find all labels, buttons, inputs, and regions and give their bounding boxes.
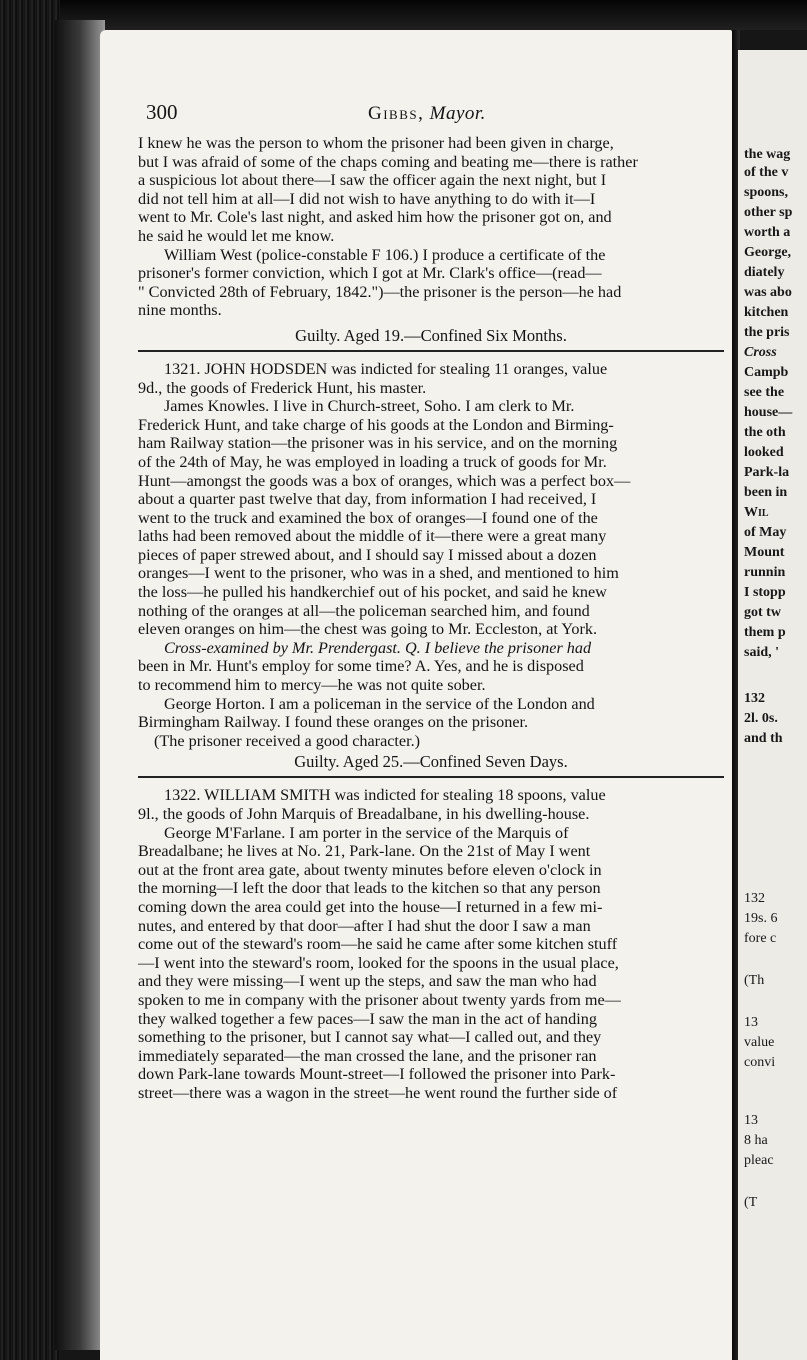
book-gutter (55, 20, 105, 1350)
text-line: spoken to me in company with the prisoner about twenty yards from me— (138, 990, 621, 1009)
case-1321-heading (138, 360, 724, 397)
west-testimony (138, 246, 724, 320)
text-line: oranges—I went to the prisoner, who was in a shed, and mentioned to him (138, 564, 619, 583)
facing-fragment: the wag (744, 147, 791, 162)
facing-fragment: 132 (744, 891, 765, 906)
text-line: James Knowles. I live in Church-street, Soho. I am clerk to Mr. (164, 397, 575, 416)
facing-fragment: house— (744, 405, 793, 420)
page-number: 300 (146, 100, 178, 124)
section-divider (138, 350, 724, 352)
facing-fragment: fore c (744, 931, 777, 946)
facing-fragment: was abo (744, 285, 792, 300)
facing-fragment: them p (744, 625, 786, 640)
verdict-hodsden: Guilty. Aged 25.—Confined Seven Days. (294, 752, 568, 772)
facing-fragment: spoons, (744, 185, 788, 200)
text-line: eleven oranges on him—the chest was going to Mr. Eccleston, at York. (138, 620, 598, 639)
facing-fragment: 19s. 6 (744, 911, 778, 926)
facing-fragment: and th (744, 731, 783, 746)
text-line: about a quarter past twelve that day, from information I had received, I (138, 490, 597, 509)
facing-fragment: of the v (744, 165, 789, 180)
facing-fragment: Wil (744, 505, 769, 520)
facing-fragment: worth a (744, 225, 791, 240)
text-line: he said he would let me know. (138, 226, 335, 245)
text-line: 9d., the goods of Frederick Hunt, his master. (138, 378, 427, 397)
facing-fragment: the oth (744, 425, 786, 440)
text-line: 1321. JOHN HODSDEN was indicted for stealing 11 oranges, value (164, 359, 608, 378)
facing-fragment: 132 (744, 691, 765, 706)
mcfarlane-testimony (138, 824, 724, 1103)
opening-testimony (138, 134, 724, 246)
facing-page (738, 50, 807, 1360)
text-line: street—there was a wagon in the street—he went round the further side of (138, 1083, 618, 1102)
facing-fragment: the pris (744, 325, 790, 340)
text-line: a suspicious lot about there—I saw the officer again the next night, but I (138, 171, 607, 190)
facing-fragment: (Th (744, 973, 765, 988)
text-line: Frederick Hunt, and take charge of his goods at the London and Birming- (138, 415, 614, 434)
section-divider (138, 776, 724, 778)
text-line: out at the front area gate, about twenty minutes before eleven o'clock in (138, 860, 602, 879)
text-line: Cross-examined by Mr. Prendergast. Q. I believe the prisoner had (164, 638, 592, 657)
horton-testimony (138, 695, 724, 732)
text-line: laths had been removed about the middle of it—there were a great many (138, 527, 607, 546)
facing-fragment: kitchen (744, 305, 789, 320)
text-line: —I went into the steward's room, looked for the spoons in the usual place, (138, 953, 619, 972)
book-spine (0, 0, 60, 1360)
facing-fragment: got tw (744, 605, 781, 620)
text-line: nine months. (138, 301, 222, 320)
facing-fragment: Cross (744, 345, 777, 360)
text-line: George M'Farlane. I am porter in the service of the Marquis of (164, 823, 569, 842)
knowles-testimony (138, 397, 724, 639)
facing-fragment: see the (744, 385, 785, 400)
facing-fragment: pleac (744, 1153, 774, 1168)
facing-fragment: of May (744, 525, 787, 540)
text-line: and they were missing—I went up the steps, and saw the man who had (138, 972, 597, 991)
text-line: to recommend him to mercy—he was not quite sober. (138, 676, 486, 695)
verdict-west: Guilty. Aged 19.—Confined Six Months. (295, 325, 567, 345)
text-line: Hunt—amongst the goods was a box of oranges, which was a perfect box— (138, 471, 631, 490)
text-line: pieces of paper strewed about, and I should say I missed about a dozen (138, 545, 597, 564)
text-line: of the 24th of May, he was employed in loading a truck of goods for Mr. (138, 452, 607, 471)
text-line: come out of the steward's room—he said he came after some kitchen stuff (138, 935, 618, 954)
text-line: coming down the area could get into the house—I returned in a few mi- (138, 897, 603, 916)
text-line: down Park-lane towards Mount-street—I followed the prisoner into Park- (138, 1065, 616, 1084)
text-line: ham Railway station—the prisoner was in his service, and on the morning (138, 434, 618, 453)
facing-fragment: (T (744, 1195, 758, 1210)
text-line: they walked together a few paces—I saw the man in the act of handing (138, 1009, 597, 1028)
text-line: Breadalbane; he lives at No. 21, Park-lane. On the 21st of May I went (138, 842, 591, 861)
text-line: been in Mr. Hunt's employ for some time? A. Yes, and he is disposed (138, 657, 584, 676)
text-line: did not tell him at all—I did not wish to have anything to do with it—I (138, 189, 596, 208)
page-content (138, 100, 724, 1103)
text-line: (The prisoner received a good character.) (154, 731, 421, 750)
facing-fragment: Mount (744, 545, 785, 560)
text-line: 9l., the goods of John Marquis of Breadalbane, in his dwelling-house. (138, 805, 590, 823)
facing-fragment: Park-la (744, 465, 790, 480)
text-line: went to Mr. Cole's last night, and asked him how the prisoner got on, and (138, 208, 612, 227)
facing-fragment: I stopp (744, 585, 786, 600)
text-line: immediately separated—the man crossed the lane, and the prisoner ran (138, 1046, 597, 1065)
facing-fragment: 13 (744, 1113, 758, 1128)
scan-top-edge (0, 0, 807, 30)
text-line: but I was afraid of some of the chaps coming and beating me—there is rather (138, 152, 638, 171)
text-line: 1322. WILLIAM SMITH was indicted for stealing 18 spoons, value (164, 786, 606, 805)
running-head-title: Mayor. (429, 103, 486, 124)
text-line: something to the prisoner, but I cannot say what—I called out, and they (138, 1028, 602, 1047)
facing-fragment: convi (744, 1055, 776, 1070)
facing-fragment: 13 (744, 1015, 758, 1030)
text-line: prisoner's former conviction, which I got at Mr. Clark's office—(read— (138, 264, 602, 283)
text-line: the loss—he pulled his handkerchief out of his pocket, and said he knew (138, 583, 607, 602)
facing-fragment: looked (744, 445, 784, 460)
page-header (138, 100, 724, 134)
text-line: I knew he was the person to whom the prisoner had been given in charge, (138, 134, 614, 152)
facing-fragment: George, (744, 245, 792, 260)
text-line: the morning—I left the door that leads to the kitchen so that any person (138, 879, 601, 898)
character-note (138, 732, 724, 751)
facing-fragment: been in (744, 485, 788, 500)
text-line: nutes, and entered by that door—after I had shut the door I saw a man (138, 916, 591, 935)
facing-fragment: value (744, 1035, 775, 1050)
cross-examination (138, 639, 724, 695)
text-line: George Horton. I am a policeman in the service of the London and (164, 694, 595, 713)
facing-fragment: said, ' (744, 645, 780, 660)
running-head-name: Gibbs, (368, 103, 425, 124)
text-line: William West (police-constable F 106.) I produce a certificate of the (164, 245, 606, 264)
text-line: " Convicted 28th of February, 1842.")—the prisoner is the person—he had (138, 282, 622, 301)
facing-fragment: runnin (744, 565, 786, 580)
facing-fragment: other sp (744, 205, 793, 220)
text-line: nothing of the oranges at all—the policeman searched him, and found (138, 601, 590, 620)
facing-fragment: 8 ha (744, 1133, 768, 1148)
facing-fragment: 2l. 0s. (744, 711, 778, 726)
case-1322-heading (138, 786, 724, 823)
text-line: went to the truck and examined the box of oranges—I found one of the (138, 508, 598, 527)
running-head (368, 103, 486, 125)
facing-fragment: diately (744, 265, 785, 280)
facing-fragment: Campb (744, 365, 789, 380)
text-line: Birmingham Railway. I found these oranges on the prisoner. (138, 713, 529, 732)
left-page (100, 30, 732, 1360)
